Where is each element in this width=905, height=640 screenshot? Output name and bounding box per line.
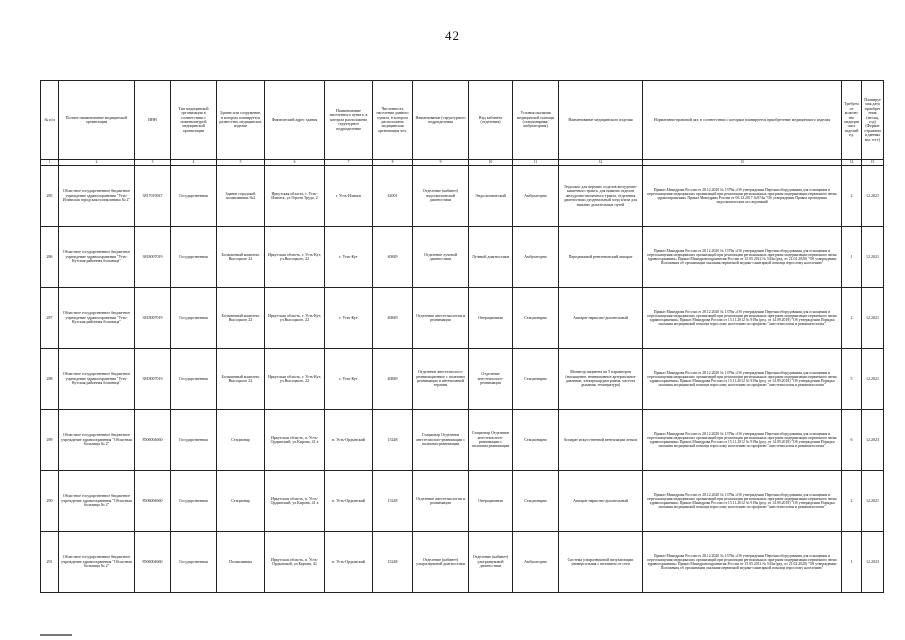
building-cell: Стационар xyxy=(217,410,265,471)
page-number: 42 xyxy=(445,28,460,43)
row-number-cell: 290 xyxy=(41,471,59,532)
purchase-date-cell: 12.2021 xyxy=(862,166,884,227)
column-header: ИНН xyxy=(135,81,171,160)
address-cell: Иркутская область, п. Усть-Ордынский, ул.Кирова, 41 а xyxy=(265,410,325,471)
column-number: 4 xyxy=(171,160,217,166)
column-header: № п/п xyxy=(41,81,59,160)
building-cell: Здание городской поликлиники №2 xyxy=(217,166,265,227)
cabinet-type-cell: Эндоскопический xyxy=(469,166,513,227)
building-cell: Поликлиника xyxy=(217,532,265,593)
inn-cell: 3817019947 xyxy=(135,166,171,227)
column-header: Численность населения данного пункта, в котором расположена медицинская организация чел. xyxy=(373,81,413,160)
org-type-cell: Государственная xyxy=(171,471,217,532)
legal-act-cell: Приказ Минздрава России от 28.12.2020 № 1379н «Об утверждении Перечня оборудования для оснащения и переоснащения медицинских организаций при реализации региональных программ модернизации первичного звена здравоохранения» Приказ Минздрава России от 06.12.2017 №974н "Об утверждении Правил проведения эндоскопических исследований xyxy=(643,166,842,227)
table-row xyxy=(41,288,884,349)
unit-name-cell: Отделение анестезиологии и реанимации xyxy=(413,471,469,532)
column-header: Нормативно-правовой акт, в соответствии с которым планируется приобретение медицинского изделия xyxy=(643,81,842,160)
column-number: 9 xyxy=(413,160,469,166)
column-number: 2 xyxy=(59,160,135,166)
inn-cell: 8506004660 xyxy=(135,532,171,593)
column-header: Планируемая дата приобретения (месяц, год) (Формат отражения данных мм. гггг.) xyxy=(862,81,884,160)
settlement-cell: п. Усть-Ордынский xyxy=(325,410,373,471)
address-cell: Иркутская область, г. Усть-Кут, ул.Высоцкого, 22 xyxy=(265,227,325,288)
column-number: 7 xyxy=(325,160,373,166)
org-type-cell: Государственная xyxy=(171,532,217,593)
unit-name-cell: Отделение (кабинет) эндоскопической диагностики xyxy=(413,166,469,227)
unit-name-cell: Отделение (кабинет) ультразвуковой диагностики xyxy=(413,532,469,593)
population-cell: 42001 xyxy=(373,166,413,227)
legal-act-cell: Приказ Минздрава России от 28.12.2020 № 1379н «Об утверждении Перечня оборудования для оснащения и переоснащения медицинских организаций при реализации региональных программ модернизации первичного звена здравоохранения» Приказ Минздрава России от 15.11.2012 № 919н (ред. от 14.09.2018) "Об утверждении Порядка оказания медицинской помощи взрослому населению по профилю "анестезиология и реаниматология" xyxy=(643,288,842,349)
device-name-cell: Эндоскоп для верхних отделов желудочно-кишечного тракта, для нижних отделов желудочно-кишечного тракта, отделения диагностики дуоденальный зонд и/или для нижних дыхательных путей xyxy=(559,166,643,227)
device-name-cell: Монитор пациента на 5 параметров (насыщение, неинвазивное артериальное давление, электрокардиограмма, частота дыхания, температура) xyxy=(559,349,643,410)
device-name-cell: Аппарат искусственной вентиляции легких xyxy=(559,410,643,471)
column-header: Условия оказания медицинской помощи (стационарная/ амбулаторная) xyxy=(513,81,559,160)
inn-cell: 3818007019 xyxy=(135,227,171,288)
legal-act-cell: Приказ Минздрава России от 28.12.2020 № 1379н «Об утверждении Перечня оборудования для оснащения и переоснащения медицинских организаций при реализации региональных программ модернизации первичного звена здравоохранения» Приказ Минздравсоцразвития России от 15.05.2012 № 543н (ред. от 21.02.2020) "Об утверждении Положения об организации оказания первичной медико-санитарной помощи взрослому населению" xyxy=(643,532,842,593)
column-number: 3 xyxy=(135,160,171,166)
inn-cell: 8506004660 xyxy=(135,471,171,532)
care-conditions-cell: Стационарно xyxy=(513,288,559,349)
row-number-cell: 289 xyxy=(41,410,59,471)
table-row xyxy=(41,410,884,471)
quantity-cell: 2 xyxy=(842,471,862,532)
address-cell: Иркутская область, п. Усть-Ордынский, ул.Кирова, 41 xyxy=(265,532,325,593)
population-cell: 15248 xyxy=(373,471,413,532)
column-header: Вид кабинета (отделения) xyxy=(469,81,513,160)
settlement-cell: г. Усть-Кут xyxy=(325,349,373,410)
table-row xyxy=(41,532,884,593)
population-cell: 40849 xyxy=(373,288,413,349)
address-cell: Иркутская область, г. Усть-Илимск, ул Героев Труда, 2 xyxy=(265,166,325,227)
care-conditions-cell: Амбулаторно xyxy=(513,532,559,593)
building-cell: Больничный комплекс Высоцкого 22 xyxy=(217,227,265,288)
column-number: 12 xyxy=(559,160,643,166)
column-number: 5 xyxy=(217,160,265,166)
care-conditions-cell: Стационарно xyxy=(513,471,559,532)
table-row xyxy=(41,227,884,288)
equipment-table-sheet xyxy=(40,80,883,593)
legal-act-cell: Приказ Минздрава России от 28.12.2020 № 1379н «Об утверждении Перечня оборудования для оснащения и переоснащения медицинских организаций при реализации региональных программ модернизации первичного звена здравоохранения» Приказ Минздрава России от 15.11.2012 № 919н (ред. от 14.09.2018) "Об утверждении Порядка оказания медицинской помощи взрослому населению по профилю "анестезиология и реаниматология" xyxy=(643,410,842,471)
org-name-cell: Областное государственное бюджетное учреждение здравоохранения "Усть-Кутская районная больница" xyxy=(59,227,135,288)
column-number: 13 xyxy=(643,160,842,166)
legal-act-cell: Приказ Минздрава России от 28.12.2020 № 1379н «Об утверждении Перечня оборудования для оснащения и переоснащения медицинских организаций при реализации региональных программ модернизации первичного звена здравоохранения» Приказ Минздрава России от 15.11.2012 № 919н (ред. от 14.09.2018) "Об утверждении Порядка оказания медицинской помощи взрослому населению по профилю "анестезиология и реаниматология" xyxy=(643,349,842,410)
scan-mark xyxy=(40,634,72,636)
building-cell: Стационар xyxy=(217,471,265,532)
purchase-date-cell: 12.2021 xyxy=(862,227,884,288)
org-name-cell: Областное государственное бюджетное учреждение здравоохранения "Усть-Кутская районная больница" xyxy=(59,288,135,349)
column-number: 8 xyxy=(373,160,413,166)
column-number: 10 xyxy=(469,160,513,166)
device-name-cell: Аппарат наркозно-дыхательный xyxy=(559,288,643,349)
unit-name-cell: Отделение лучевой диагностики xyxy=(413,227,469,288)
table-row xyxy=(41,166,884,227)
org-name-cell: Областное государственное бюджетное учреждение здравоохранения "Усть-Кутская районная больница" xyxy=(59,349,135,410)
row-number-cell: 285 xyxy=(41,166,59,227)
device-name-cell: Аппарат наркозно-дыхательный xyxy=(559,471,643,532)
population-cell: 15248 xyxy=(373,410,413,471)
device-name-cell: Передвижной рентгеновский аппарат xyxy=(559,227,643,288)
column-header: Фактический адрес здания xyxy=(265,81,325,160)
address-cell: Иркутская область, г. Усть-Кут, ул.Высоцкого, 22 xyxy=(265,288,325,349)
cabinet-type-cell: Операционная xyxy=(469,471,513,532)
purchase-date-cell: 12.2021 xyxy=(862,471,884,532)
address-cell: Иркутская область, п. Усть-Ордынский, ул.Кирова, 41 а xyxy=(265,471,325,532)
column-number: 15 xyxy=(862,160,884,166)
device-name-cell: Система ультразвуковой визуализации универсальная с питанием от сети xyxy=(559,532,643,593)
org-type-cell: Государственная xyxy=(171,227,217,288)
column-number: 1 xyxy=(41,160,59,166)
org-type-cell: Государственная xyxy=(171,288,217,349)
settlement-cell: п. Усть-Ордынский xyxy=(325,532,373,593)
settlement-cell: п. Усть-Ордынский xyxy=(325,471,373,532)
legal-act-cell: Приказ Минздрава России от 28.12.2020 № 1379н «Об утверждении Перечня оборудования для оснащения и переоснащения медицинских организаций при реализации региональных программ модернизации первичного звена здравоохранения» Приказ Минздрава России от 15.11.2012 № 919н (ред. от 14.09.2018) "Об утверждении Порядка оказания медицинской помощи взрослому населению по профилю "анестезиология и реаниматология" xyxy=(643,471,842,532)
building-cell: Больничный комплекс Высоцкого 22 xyxy=(217,349,265,410)
population-cell: 15248 xyxy=(373,532,413,593)
header-row xyxy=(41,81,884,160)
org-type-cell: Государственная xyxy=(171,410,217,471)
column-header: Полное наименование медицинской организации xyxy=(59,81,135,160)
quantity-cell: 5 xyxy=(842,349,862,410)
quantity-cell: 1 xyxy=(842,227,862,288)
cabinet-type-cell: Отделение (кабинет) ультразвуковой диагностики xyxy=(469,532,513,593)
quantity-cell: 1 xyxy=(842,532,862,593)
care-conditions-cell: Стационарно xyxy=(513,410,559,471)
purchase-date-cell: 12.2021 xyxy=(862,288,884,349)
equipment-table xyxy=(40,80,884,593)
address-cell: Иркутская область, г. Усть-Кут, ул.Высоцкого, 22 xyxy=(265,349,325,410)
table-row xyxy=(41,349,884,410)
unit-name-cell: Отделение анестезиологии и реанимации xyxy=(413,288,469,349)
purchase-date-cell: 12.2023 xyxy=(862,532,884,593)
row-number-cell: 286 xyxy=(41,227,59,288)
legal-act-cell: Приказ Минздрава России от 28.12.2020 № 1379н «Об утверждении Перечня оборудования для оснащения и переоснащения медицинских организаций при реализации региональных программ модернизации первичного звена здравоохранения» Приказ Минздравсоцразвития России от 15.05.2012 № 543н (ред. от 21.02.2020) "Об утверждении Положения об организации оказания первичной медико-санитарной помощи взрослому населению" xyxy=(643,227,842,288)
inn-cell: 3818007019 xyxy=(135,349,171,410)
column-header: Наименование медицинского изделия xyxy=(559,81,643,160)
settlement-cell: г. Усть-Илимск xyxy=(325,166,373,227)
settlement-cell: г. Усть-Кут xyxy=(325,288,373,349)
column-header: Наименование (структурного подразделения xyxy=(413,81,469,160)
care-conditions-cell: Стационарно xyxy=(513,349,559,410)
org-name-cell: Областное государственное бюджетное учреждение здравоохранения "Усть-Илимская городская поликлиника № 2" xyxy=(59,166,135,227)
org-name-cell: Областное государственное бюджетное учреждение здравоохранения "Областная больница № 2" xyxy=(59,532,135,593)
column-header: Требуемое количество медицинских изделий ед. xyxy=(842,81,862,160)
unit-name-cell: Стационар Отделение анестезиолого-реанимации с палатами реанимации xyxy=(413,410,469,471)
column-header: Наименование населенного пункта, в котором расположена структурное подразделение xyxy=(325,81,373,160)
column-number: 6 xyxy=(265,160,325,166)
unit-name-cell: Отделение анестезиолого-реанимационное с палатами реанимации и интенсивной терапии xyxy=(413,349,469,410)
building-cell: Больничный комплекс Высоцкого 22 xyxy=(217,288,265,349)
care-conditions-cell: Амбулаторно xyxy=(513,227,559,288)
quantity-cell: 2 xyxy=(842,166,862,227)
quantity-cell: 6 xyxy=(842,410,862,471)
population-cell: 40849 xyxy=(373,227,413,288)
cabinet-type-cell: Лучевой диагностики xyxy=(469,227,513,288)
org-name-cell: Областное государственное бюджетное учреждение здравоохранения "Областная больница № 2" xyxy=(59,471,135,532)
column-number: 14 xyxy=(842,160,862,166)
cabinet-type-cell: Стационар Отделение анестезиолого-реанимации с палатами реанимации xyxy=(469,410,513,471)
table-row xyxy=(41,471,884,532)
column-header: Здание или сооружение, в котором планируется разместить медицинское изделие xyxy=(217,81,265,160)
row-number-cell: 287 xyxy=(41,288,59,349)
quantity-cell: 2 xyxy=(842,288,862,349)
purchase-date-cell: 12.2023 xyxy=(862,410,884,471)
cabinet-type-cell: Отделение анестезиолого-реанимации xyxy=(469,349,513,410)
column-number: 11 xyxy=(513,160,559,166)
care-conditions-cell: Амбулаторно xyxy=(513,166,559,227)
cabinet-type-cell: Операционная xyxy=(469,288,513,349)
org-type-cell: Государственная xyxy=(171,349,217,410)
inn-cell: 8506004660 xyxy=(135,410,171,471)
row-number-cell: 288 xyxy=(41,349,59,410)
org-name-cell: Областное государственное бюджетное учреждение здравоохранения "Областная больница № 2" xyxy=(59,410,135,471)
inn-cell: 3818007019 xyxy=(135,288,171,349)
purchase-date-cell: 12.2021 xyxy=(862,349,884,410)
population-cell: 40849 xyxy=(373,349,413,410)
column-header: Тип медицинской организации в соответствии с номенклатурой медицинской организации xyxy=(171,81,217,160)
org-type-cell: Государственная xyxy=(171,166,217,227)
settlement-cell: г. Усть-Кут xyxy=(325,227,373,288)
row-number-cell: 291 xyxy=(41,532,59,593)
